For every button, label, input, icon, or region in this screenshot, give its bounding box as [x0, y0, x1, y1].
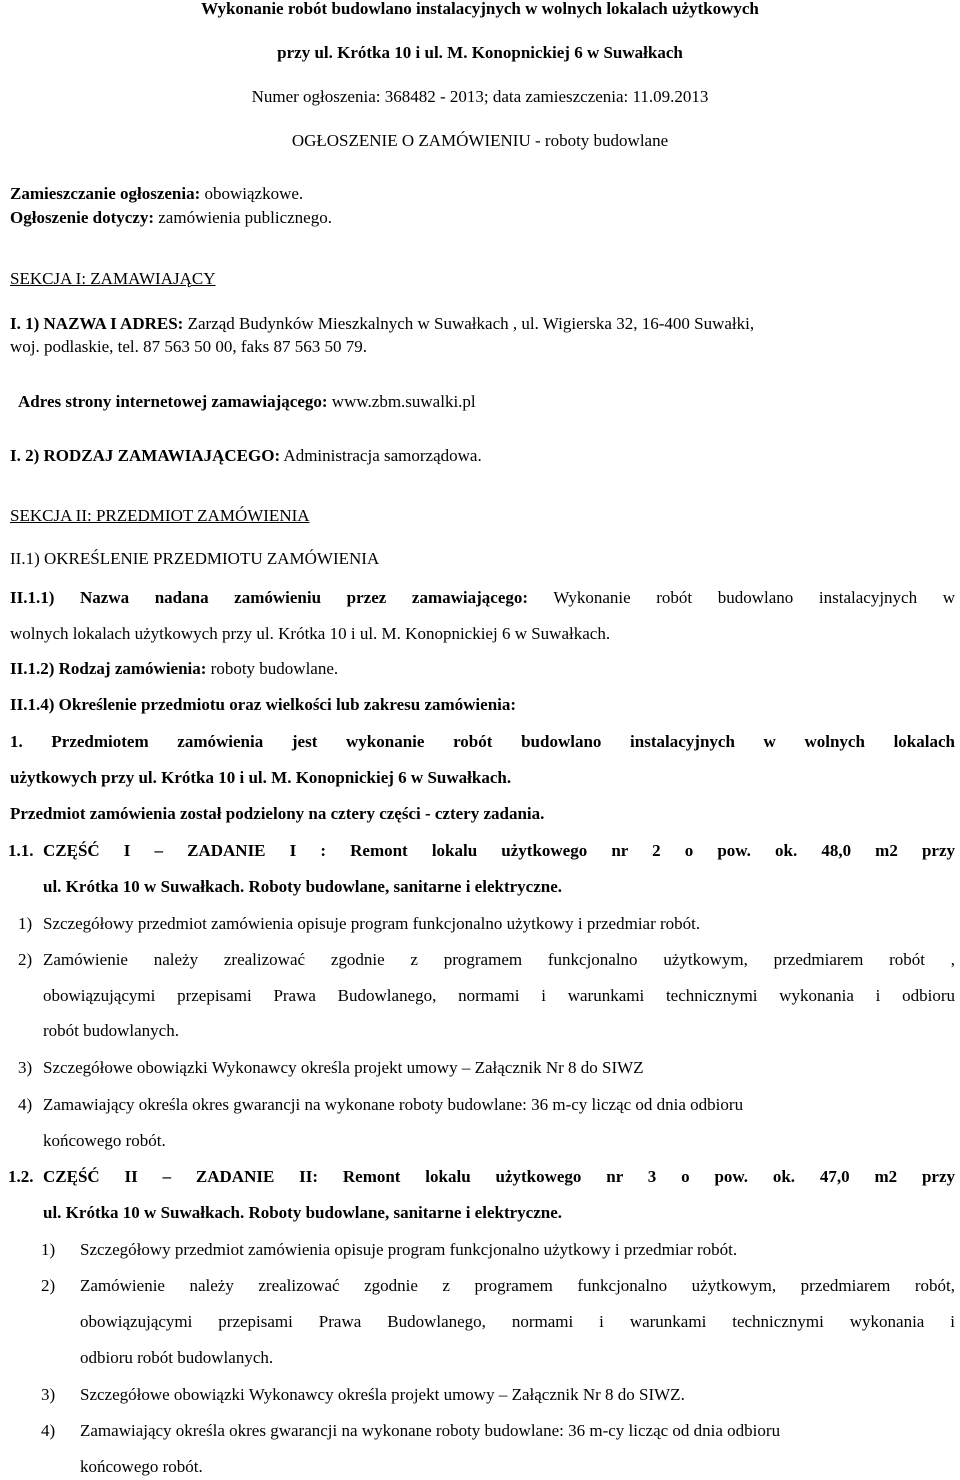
contract-kind-label: II.1.2) Rodzaj zamówienia: [10, 659, 207, 678]
part-2-item-4-line2: końcowego robót. [80, 1457, 203, 1476]
part-1-item-1-number: 1) [18, 914, 33, 933]
part-1-title-line1: CZĘŚĆ I – ZADANIE I : Remont lokalu użytkowego nr 2 o pow. ok. 48,0 m2 przy [43, 841, 955, 860]
part-1-item-3-line1: Szczegółowe obowiązki Wykonawcy określa projekt umowy – Załącznik Nr 8 do SIWZ [43, 1058, 644, 1077]
part-2-item-1-line1: Szczegółowy przedmiot zamówienia opisuje program funkcjonalno użytkowy i przedmiar robót. [80, 1240, 738, 1259]
announcement-concerns-value: zamówienia publicznego. [154, 208, 332, 227]
part-1-item-4-line2: końcowego robót. [43, 1131, 166, 1150]
part-2-item-3-line1: Szczegółowe obowiązki Wykonawcy określa projekt umowy – Załącznik Nr 8 do SIWZ. [80, 1385, 685, 1404]
publication-mode [10, 183, 303, 204]
part-2-item-2-number: 2) [41, 1276, 56, 1295]
doc-title-line1: Wykonanie robót budowlano instalacyjnych w wolnych lokalach użytkowych [201, 0, 759, 18]
contract-kind [10, 658, 338, 679]
announcement-number: Numer ogłoszenia: 368482 - 2013; data zamieszczenia: 11.09.2013 [251, 87, 709, 106]
part-2-item-3-number: 3) [41, 1385, 56, 1404]
name-label: I. 1) NAZWA I ADRES: [10, 314, 184, 333]
subject-paragraph-line1: 1. Przedmiotem zamówienia jest wykonanie robót budowlano instalacyjnych w wolnych lokalach [10, 732, 955, 751]
contract-name-value: Wykonanie robót budowlano instalacyjnych w [528, 588, 955, 607]
part-2-item-1-number: 1) [41, 1240, 56, 1259]
website-label: Adres strony internetowej zamawiającego: [18, 392, 328, 411]
part-1-item-4-number: 4) [18, 1095, 33, 1114]
website-address [18, 391, 476, 412]
contract-name-cont: wolnych lokalach użytkowych przy ul. Krótka 10 i ul. M. Konopnickiej 6 w Suwałkach. [10, 624, 611, 643]
part-2-title-line2: ul. Krótka 10 w Suwałkach. Roboty budowlane, sanitarne i elektryczne. [43, 1203, 562, 1222]
contracting-authority-name-cont: woj. podlaskie, tel. 87 563 50 00, faks 87 563 50 79. [10, 337, 367, 356]
name-value: Zarząd Budynków Mieszkalnych w Suwałkach , ul. Wigierska 32, 16-400 Suwałki, [183, 314, 755, 333]
part-1-title-line2: ul. Krótka 10 w Suwałkach. Roboty budowlane, sanitarne i elektryczne. [43, 877, 562, 896]
part-2-title-line1: CZĘŚĆ II – ZADANIE II: Remont lokalu użytkowego nr 3 o pow. ok. 47,0 m2 przy [43, 1167, 955, 1186]
section-1-heading: SEKCJA I: ZAMAWIAJĄCY [10, 269, 216, 288]
part-2-item-2-line1: Zamówienie należy zrealizować zgodnie z programem funkcjonalno użytkowym, przedmiarem robót, [80, 1276, 955, 1295]
part-2-item-4-number: 4) [41, 1421, 56, 1440]
section-2-heading: SEKCJA II: PRZEDMIOT ZAMÓWIENIA [10, 506, 310, 525]
doc-title-line2: przy ul. Krótka 10 i ul. M. Konopnickiej 6 w Suwałkach [277, 43, 683, 62]
division-note: Przedmiot zamówienia został podzielony na cztery części - cztery zadania. [10, 804, 545, 823]
authority-type-value: Administracja samorządowa. [280, 446, 482, 465]
part-1-item-2-number: 2) [18, 950, 33, 969]
part-1-item-2-line2: obowiązującymi przepisami Prawa Budowlanego, normami i warunkami technicznymi wykonania i odbioru [43, 986, 955, 1005]
part-1-number: 1.1. [8, 841, 34, 860]
scope-heading: II.1.4) Określenie przedmiotu oraz wielkości lub zakresu zamówienia: [10, 695, 517, 714]
part-1-item-2-line1: Zamówienie należy zrealizować zgodnie z programem funkcjonalno użytkowym, przedmiarem robót , [43, 950, 955, 969]
authority-type-label: I. 2) RODZAJ ZAMAWIAJĄCEGO: [10, 446, 281, 465]
contract-name [10, 587, 955, 608]
authority-type [10, 445, 482, 466]
part-1-item-3-number: 3) [18, 1058, 33, 1077]
part-1-item-4-line1: Zamawiający określa okres gwarancji na wykonane roboty budowlane: 36 m-cy licząc od dnia odbioru [43, 1095, 744, 1114]
announcement-concerns [10, 207, 332, 228]
contract-name-label: II.1.1) Nazwa nadana zamówieniu przez zamawiającego: [10, 588, 529, 607]
part-2-item-2-line2: obowiązującymi przepisami Prawa Budowlanego, normami i warunkami technicznymi wykonania i [80, 1312, 955, 1331]
part-2-item-2-line3: odbioru robót budowlanych. [80, 1348, 274, 1367]
publication-mode-label: Zamieszczanie ogłoszenia: [10, 184, 201, 203]
announcement-concerns-label: Ogłoszenie dotyczy: [10, 208, 154, 227]
announcement-title: OGŁOSZENIE O ZAMÓWIENIU - roboty budowlane [291, 131, 669, 150]
section-2-1-heading: II.1) OKREŚLENIE PRZEDMIOTU ZAMÓWIENIA [10, 549, 380, 568]
part-2-item-4-line1: Zamawiający określa okres gwarancji na wykonane roboty budowlane: 36 m-cy licząc od dnia odbioru [80, 1421, 781, 1440]
contracting-authority-name [10, 313, 754, 334]
contract-kind-value: roboty budowlane. [206, 659, 339, 678]
subject-paragraph-line2: użytkowych przy ul. Krótka 10 i ul. M. Konopnickiej 6 w Suwałkach. [10, 768, 512, 787]
website-value: www.zbm.suwalki.pl [327, 392, 476, 411]
publication-mode-value: obowiązkowe. [200, 184, 304, 203]
part-2-number: 1.2. [8, 1167, 34, 1186]
part-1-item-1-line1: Szczegółowy przedmiot zamówienia opisuje program funkcjonalno użytkowy i przedmiar robót. [43, 914, 701, 933]
part-1-item-2-line3: robót budowlanych. [43, 1021, 179, 1040]
